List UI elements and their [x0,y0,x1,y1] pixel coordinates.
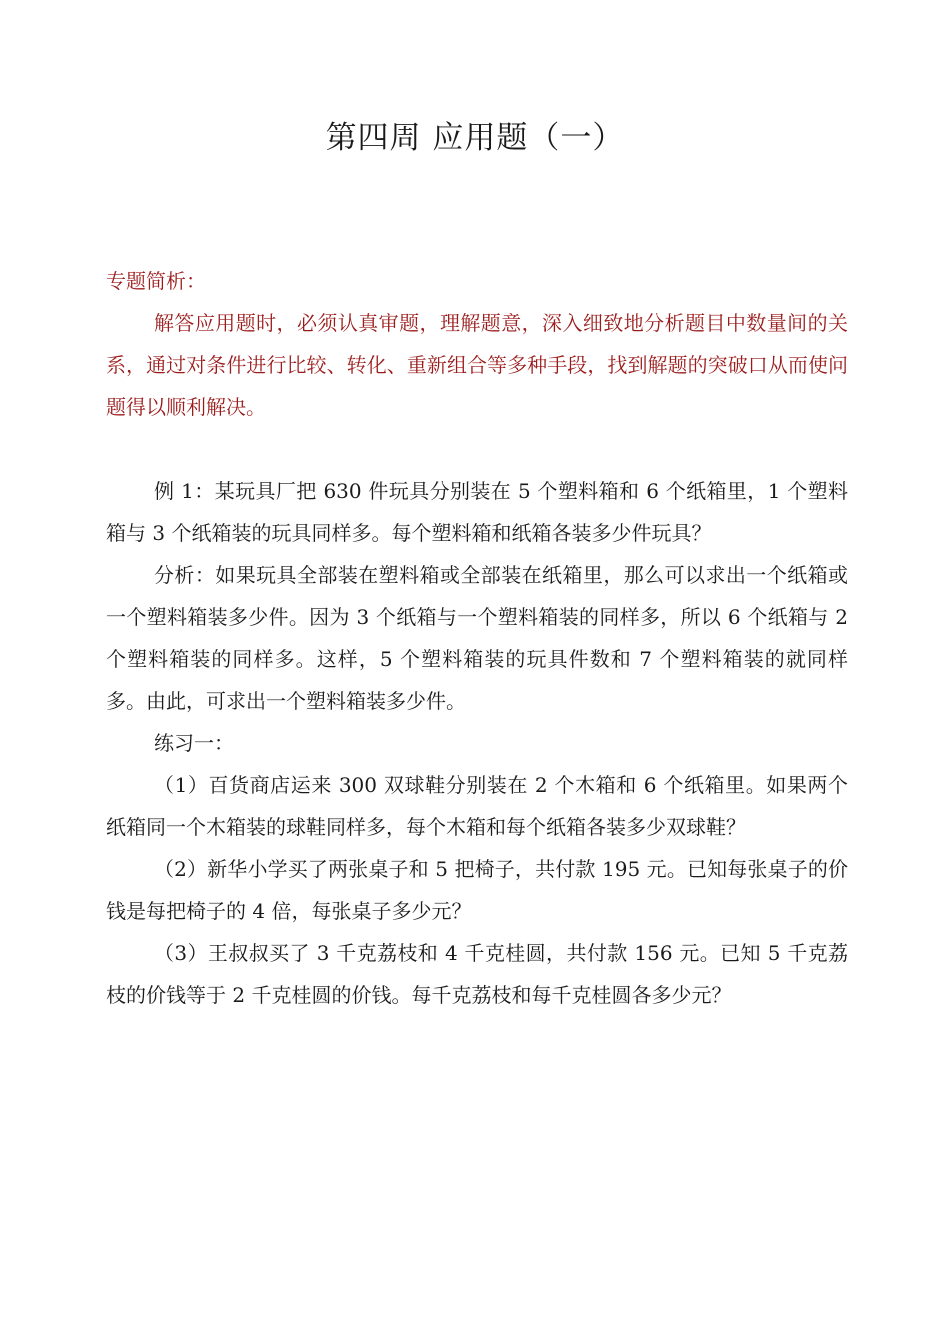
practice-item-1: （1）百货商店运来 300 双球鞋分别装在 2 个木箱和 6 个纸箱里。如果两个纸箱同一个木箱装的球鞋同样多，每个木箱和每个纸箱各装多少双球鞋？ [106,773,848,839]
practice-item-2: （2）新华小学买了两张桌子和 5 把椅子，共付款 195 元。已知每张桌子的价钱是每把椅子的 4 倍，每张桌子多少元？ [106,857,848,923]
document-body [106,260,848,1016]
example-question: 例 1：某玩具厂把 630 件玩具分别装在 5 个塑料箱和 6 个纸箱里，1 个塑料箱与 3 个纸箱装的玩具同样多。每个塑料箱和纸箱各装多少件玩具？ [106,479,848,545]
practice-item-3: （3）王叔叔买了 3 千克荔枝和 4 千克桂圆，共付款 156 元。已知 5 千克荔枝的价钱等于 2 千克桂圆的价钱。每千克荔枝和每千克桂圆各多少元？ [106,941,848,1007]
section-spacer [106,428,848,470]
analysis-body: 解答应用题时，必须认真审题，理解题意，深入细致地分析题目中数量间的关系，通过对条件进行比较、转化、重新组合等多种手段，找到解题的突破口从而使问题得以顺利解决。 [106,311,848,419]
page-title: 第四周 应用题（一） [325,120,625,156]
example-analysis: 分析：如果玩具全部装在塑料箱或全部装在纸箱里，那么可以求出一个纸箱或一个塑料箱装多少件。因为 3 个纸箱与一个塑料箱装的同样多，所以 6 个纸箱与 2 个塑料箱装的同样多。这样，5 个塑料箱装的玩具件数和 7 个塑料箱装的就同样多。由此，可求出一个塑料箱装多少件。 [106,563,848,713]
analysis-heading: 专题简析： [106,269,206,293]
practice-heading: 练习一： [154,731,234,755]
